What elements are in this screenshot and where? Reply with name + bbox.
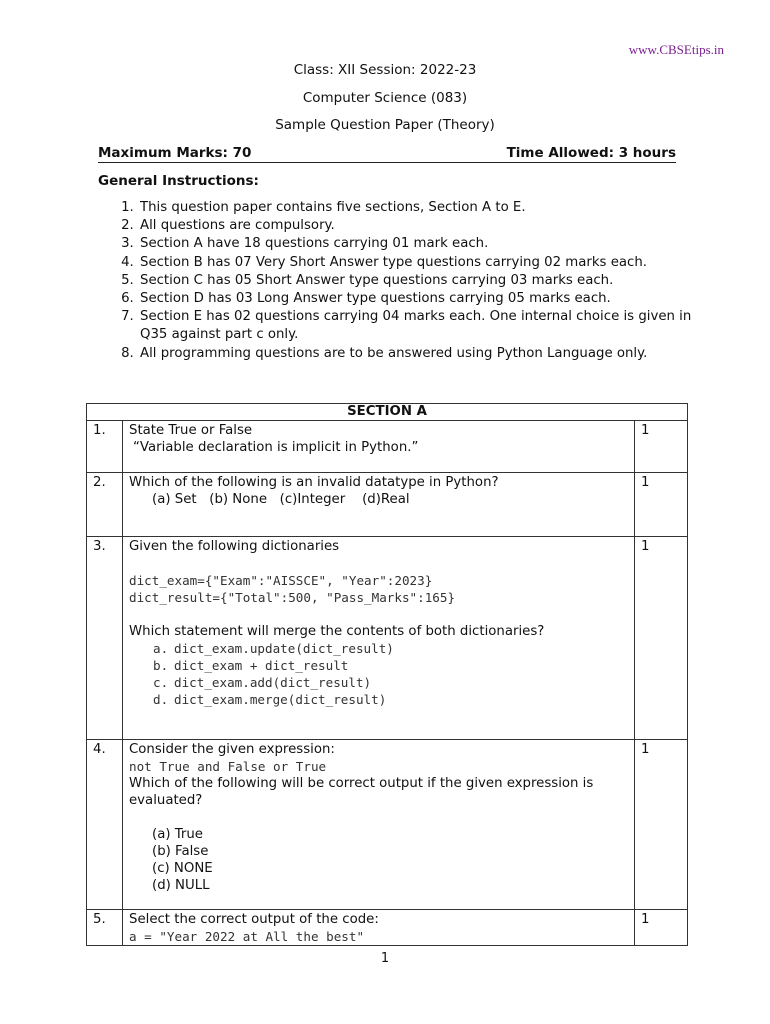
class-session-heading: Class: XII Session: 2022-23 bbox=[293, 62, 477, 78]
question-number: 5. bbox=[87, 910, 123, 946]
question-row-2 bbox=[87, 473, 688, 537]
question-prompt: Which of the following will be correct output if the given expression is evaluated? bbox=[129, 776, 594, 808]
marks-time-row bbox=[98, 145, 676, 163]
question-body bbox=[123, 910, 635, 946]
question-text: Consider the given expression: bbox=[129, 742, 335, 757]
option-item bbox=[153, 640, 628, 657]
question-body bbox=[123, 740, 635, 910]
option-label: b. bbox=[153, 658, 169, 673]
option-text: dict_exam + dict_result bbox=[174, 658, 349, 673]
option-text: dict_exam.merge(dict_result) bbox=[174, 692, 387, 707]
option-item bbox=[153, 657, 628, 674]
site-watermark[interactable]: www.CBSEtips.in bbox=[628, 42, 724, 57]
question-text: Select the correct output of the code: bbox=[129, 912, 379, 927]
option-item bbox=[153, 674, 628, 691]
section-title: SECTION A bbox=[87, 404, 688, 421]
question-body bbox=[123, 421, 635, 473]
subject-heading: Computer Science (083) bbox=[302, 90, 468, 106]
section-header-row bbox=[87, 404, 688, 421]
option-item: (a) True bbox=[152, 827, 203, 842]
question-row-3 bbox=[87, 537, 688, 740]
instruction-item: 5. Section C has 05 Short Answer type questions carrying 03 marks each. bbox=[138, 272, 718, 290]
code-line: dict_exam={"Exam":"AISSCE", "Year":2023} bbox=[129, 573, 433, 588]
question-number: 2. bbox=[87, 473, 123, 537]
option-text: dict_exam.update(dict_result) bbox=[174, 641, 394, 656]
instruction-item: 4. Section B has 07 Very Short Answer type questions carrying 02 marks each. bbox=[138, 254, 718, 272]
question-body bbox=[123, 537, 635, 740]
question-row-4 bbox=[87, 740, 688, 910]
question-row-1 bbox=[87, 421, 688, 473]
option-item: (d) NULL bbox=[152, 878, 210, 893]
question-number: 4. bbox=[87, 740, 123, 910]
instructions-list bbox=[96, 199, 718, 363]
question-statement: “Variable declaration is implicit in Python.” bbox=[133, 440, 419, 455]
question-number: 3. bbox=[87, 537, 123, 740]
instruction-item: 7. Section E has 02 questions carrying 04 marks each. One internal choice is given in Q35 against part c only. bbox=[138, 308, 718, 344]
question-text: State True or False bbox=[129, 423, 253, 438]
question-marks: 1 bbox=[635, 537, 688, 740]
options-list bbox=[129, 640, 628, 708]
instruction-item: 6. Section D has 03 Long Answer type questions carrying 05 marks each. bbox=[138, 290, 718, 308]
question-text: Given the following dictionaries bbox=[129, 539, 340, 554]
question-marks: 1 bbox=[635, 473, 688, 537]
option-text: dict_exam.add(dict_result) bbox=[174, 675, 372, 690]
code-line: dict_result={"Total":500, "Pass_Marks":165} bbox=[129, 590, 456, 605]
question-number: 1. bbox=[87, 421, 123, 473]
question-marks: 1 bbox=[635, 740, 688, 910]
code-line: not True and False or True bbox=[129, 759, 327, 774]
question-marks: 1 bbox=[635, 910, 688, 946]
option-item bbox=[153, 691, 628, 708]
question-row-5 bbox=[87, 910, 688, 946]
instruction-item: 3. Section A have 18 questions carrying 01 mark each. bbox=[138, 235, 718, 253]
question-options: (a) Set (b) None (c)Integer (d)Real bbox=[152, 492, 410, 507]
question-marks: 1 bbox=[635, 421, 688, 473]
instruction-item: 8. All programming questions are to be answered using Python Language only. bbox=[138, 345, 718, 363]
paper-type-heading: Sample Question Paper (Theory) bbox=[275, 117, 495, 133]
option-item: (c) NONE bbox=[152, 861, 213, 876]
time-allowed: Time Allowed: 3 hours bbox=[506, 145, 676, 161]
option-item: (b) False bbox=[152, 844, 209, 859]
questions-table bbox=[86, 403, 688, 946]
option-label: d. bbox=[153, 692, 169, 707]
maximum-marks: Maximum Marks: 70 bbox=[98, 145, 252, 161]
question-body bbox=[123, 473, 635, 537]
instruction-item: 2. All questions are compulsory. bbox=[138, 217, 718, 235]
general-instructions-title: General Instructions: bbox=[98, 173, 259, 189]
page-number: 1 bbox=[380, 951, 390, 966]
question-text: Which of the following is an invalid datatype in Python? bbox=[129, 475, 499, 490]
option-label: c. bbox=[153, 675, 169, 690]
option-label: a. bbox=[153, 641, 169, 656]
code-line: a = "Year 2022 at All the best" bbox=[129, 929, 365, 944]
instruction-item: 1. This question paper contains five sections, Section A to E. bbox=[138, 199, 718, 217]
question-prompt: Which statement will merge the contents of both dictionaries? bbox=[129, 624, 545, 639]
